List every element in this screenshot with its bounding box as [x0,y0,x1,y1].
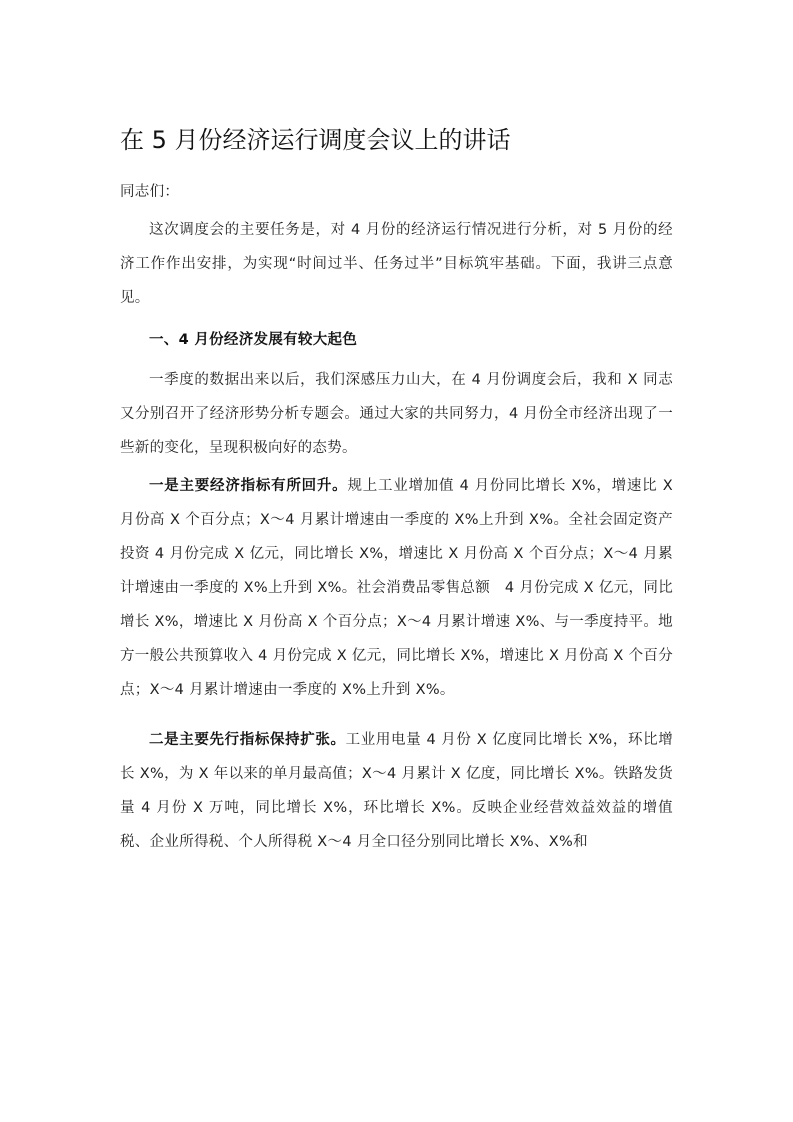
paragraph-text-1: 规上工业增加值 4 月份同比增长 X%，增速比 X 月份高 X 个百分点；X～4 月累计增速由一季度的 X%上升到 X%。全社会固定资产投资 4 月份完成 X 亿元，同比增长 X%，增速比 X 月份高 X 个百分点；X～4 月累计增速由一季度的 X%上升到 X%。社会消费品零售总额 4 月份完成 X 亿元，同比增长 X%，增速比 X 月份高 X 个百分点；X～4 月累计增速 X%、与一季度持平。地方一般公共预算收入 4 月份完成 X 亿元，同比增长 X%，增速比 X 月份高 X 个百分点；X～4 月累计增速由一季度的 X%上升到 X%。 [120,478,673,698]
paragraph-lead-1: 一是主要经济指标有所回升。 [149,478,348,494]
section1-paragraph-3 [120,723,673,859]
section-heading-1: 一、4 月份经济发展有较大起色 [149,332,358,348]
intro-paragraph: 这次调度会的主要任务是，对 4 月份的经济运行情况进行分析，对 5 月份的经济工作作出安排，为实现“时间过半、任务过半”目标筑牢基础。下面，我讲三点意见。 [120,222,673,306]
document-body [120,175,673,859]
section1-paragraph-2 [120,469,673,707]
document-title: 在 5 月份经济运行调度会议上的讲话 [120,126,511,154]
paragraph-text-2: 工业用电量 4 月份 X 亿度同比增长 X%，环比增长 X%，为 X 年以来的单月最高值；X～4 月累计 X 亿度，同比增长 X%。铁路发货量 4 月份 X 万吨，同比增长 X%，环比增长 X%。反映企业经营效益效益的增值税、企业所得税、个人所得税 X～4 月全口径分别同比增长 X%、X%和 [120,732,673,850]
section1-paragraph-1: 一季度的数据出来以后，我们深感压力山大，在 4 月份调度会后，我和 X 同志又分别召开了经济形势分析专题会。通过大家的共同努力，4 月份全市经济出现了一些新的变化，呈现积极向好的态势。 [120,372,673,456]
greeting: 同志们： [120,184,180,200]
paragraph-lead-2: 二是主要先行指标保持扩张。 [149,732,346,748]
